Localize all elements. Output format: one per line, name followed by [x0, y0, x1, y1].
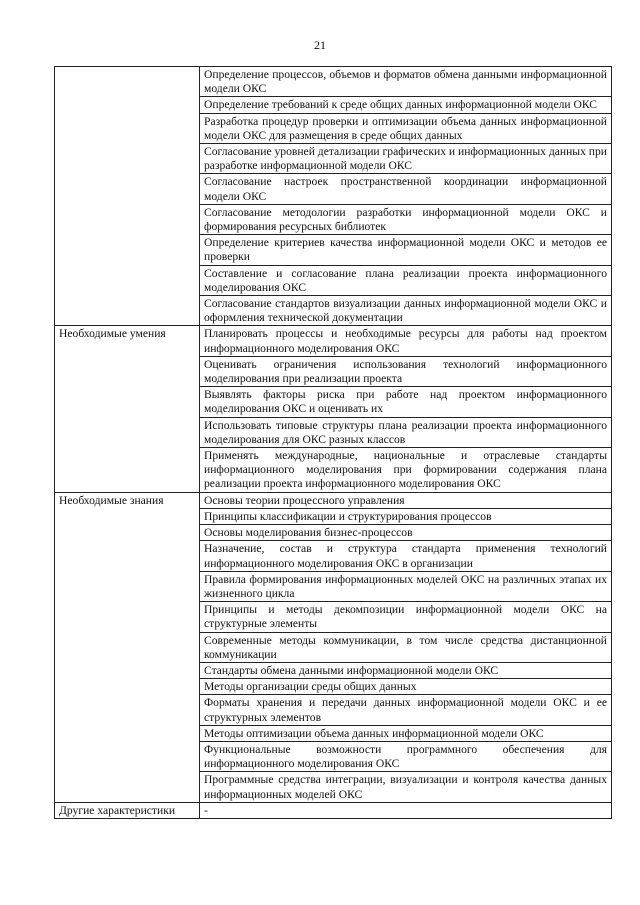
- section-item: Планировать процессы и необходимые ресурсы для работы над проектом информационного моделирования ОКС: [200, 326, 612, 356]
- section-item: Определение требований к среде общих данных информационной модели ОКС: [200, 97, 612, 113]
- section-item: Согласование уровней детализации графических и информационных данных при разработке информационной модели ОКС: [200, 144, 612, 174]
- section-item: Программные средства интеграции, визуализации и контроля качества данных информационных моделей ОКС: [200, 772, 612, 802]
- section-item: Выявлять факторы риска при работе над проектом информационного моделирования ОКС и оценивать их: [200, 387, 612, 417]
- table-row: [55, 326, 612, 356]
- section-item: Согласование методологии разработки информационной модели ОКС и формирования ресурсных библиотек: [200, 204, 612, 234]
- section-item: Определение процессов, объемов и форматов обмена данными информационной модели ОКС: [200, 67, 612, 97]
- section-item: Методы оптимизации объема данных информационной модели ОКС: [200, 725, 612, 741]
- requirements-table: [54, 66, 612, 819]
- section-label: [55, 67, 200, 326]
- section-item: Принципы и методы декомпозиции информационной модели ОКС на структурные элементы: [200, 602, 612, 632]
- page-number: 21: [314, 38, 326, 52]
- section-item: Правила формирования информационных моделей ОКС на различных этапах их жизненного цикла: [200, 571, 612, 601]
- section-item: Стандарты обмена данными информационной модели ОКС: [200, 662, 612, 678]
- section-label: Необходимые умения: [55, 326, 200, 492]
- table-row: [55, 492, 612, 508]
- section-label: Другие характеристики: [55, 802, 200, 818]
- table-row: [55, 802, 612, 818]
- section-item: Функциональные возможности программного обеспечения для информационного моделирования ОКС: [200, 741, 612, 771]
- section-item: Согласование стандартов визуализации данных информационной модели ОКС и оформления технической документации: [200, 296, 612, 326]
- section-item: Форматы хранения и передачи данных информационной модели ОКС и ее структурных элементов: [200, 695, 612, 725]
- section-item: Назначение, состав и структура стандарта применения технологий информационного моделирования ОКС в организации: [200, 541, 612, 571]
- section-item: Согласование настроек пространственной координации информационной модели ОКС: [200, 174, 612, 204]
- requirements-table-body: [55, 67, 612, 819]
- section-item: Разработка процедур проверки и оптимизации объема данных информационной модели ОКС для размещения в среде общих данных: [200, 113, 612, 143]
- section-item: Составление и согласование плана реализации проекта информационного моделирования ОКС: [200, 265, 612, 295]
- section-item: Применять международные, национальные и отраслевые стандарты информационного моделирования при формировании содержания плана реализации проекта информационного моделирования ОКС: [200, 448, 612, 493]
- section-item: -: [200, 802, 612, 818]
- section-item: Методы организации среды общих данных: [200, 679, 612, 695]
- section-item: Принципы классификации и структурирования процессов: [200, 508, 612, 524]
- section-item: Современные методы коммуникации, в том числе средства дистанционной коммуникации: [200, 632, 612, 662]
- section-item: Определение критериев качества информационной модели ОКС и методов ее проверки: [200, 235, 612, 265]
- section-item: Основы теории процессного управления: [200, 492, 612, 508]
- section-item: Использовать типовые структуры плана реализации проекта информационного моделирования для ОКС разных классов: [200, 417, 612, 447]
- section-item: Основы моделирования бизнес-процессов: [200, 525, 612, 541]
- table-row: [55, 67, 612, 97]
- section-item: Оценивать ограничения использования технологий информационного моделирования при реализации проекта: [200, 356, 612, 386]
- section-label: Необходимые знания: [55, 492, 200, 802]
